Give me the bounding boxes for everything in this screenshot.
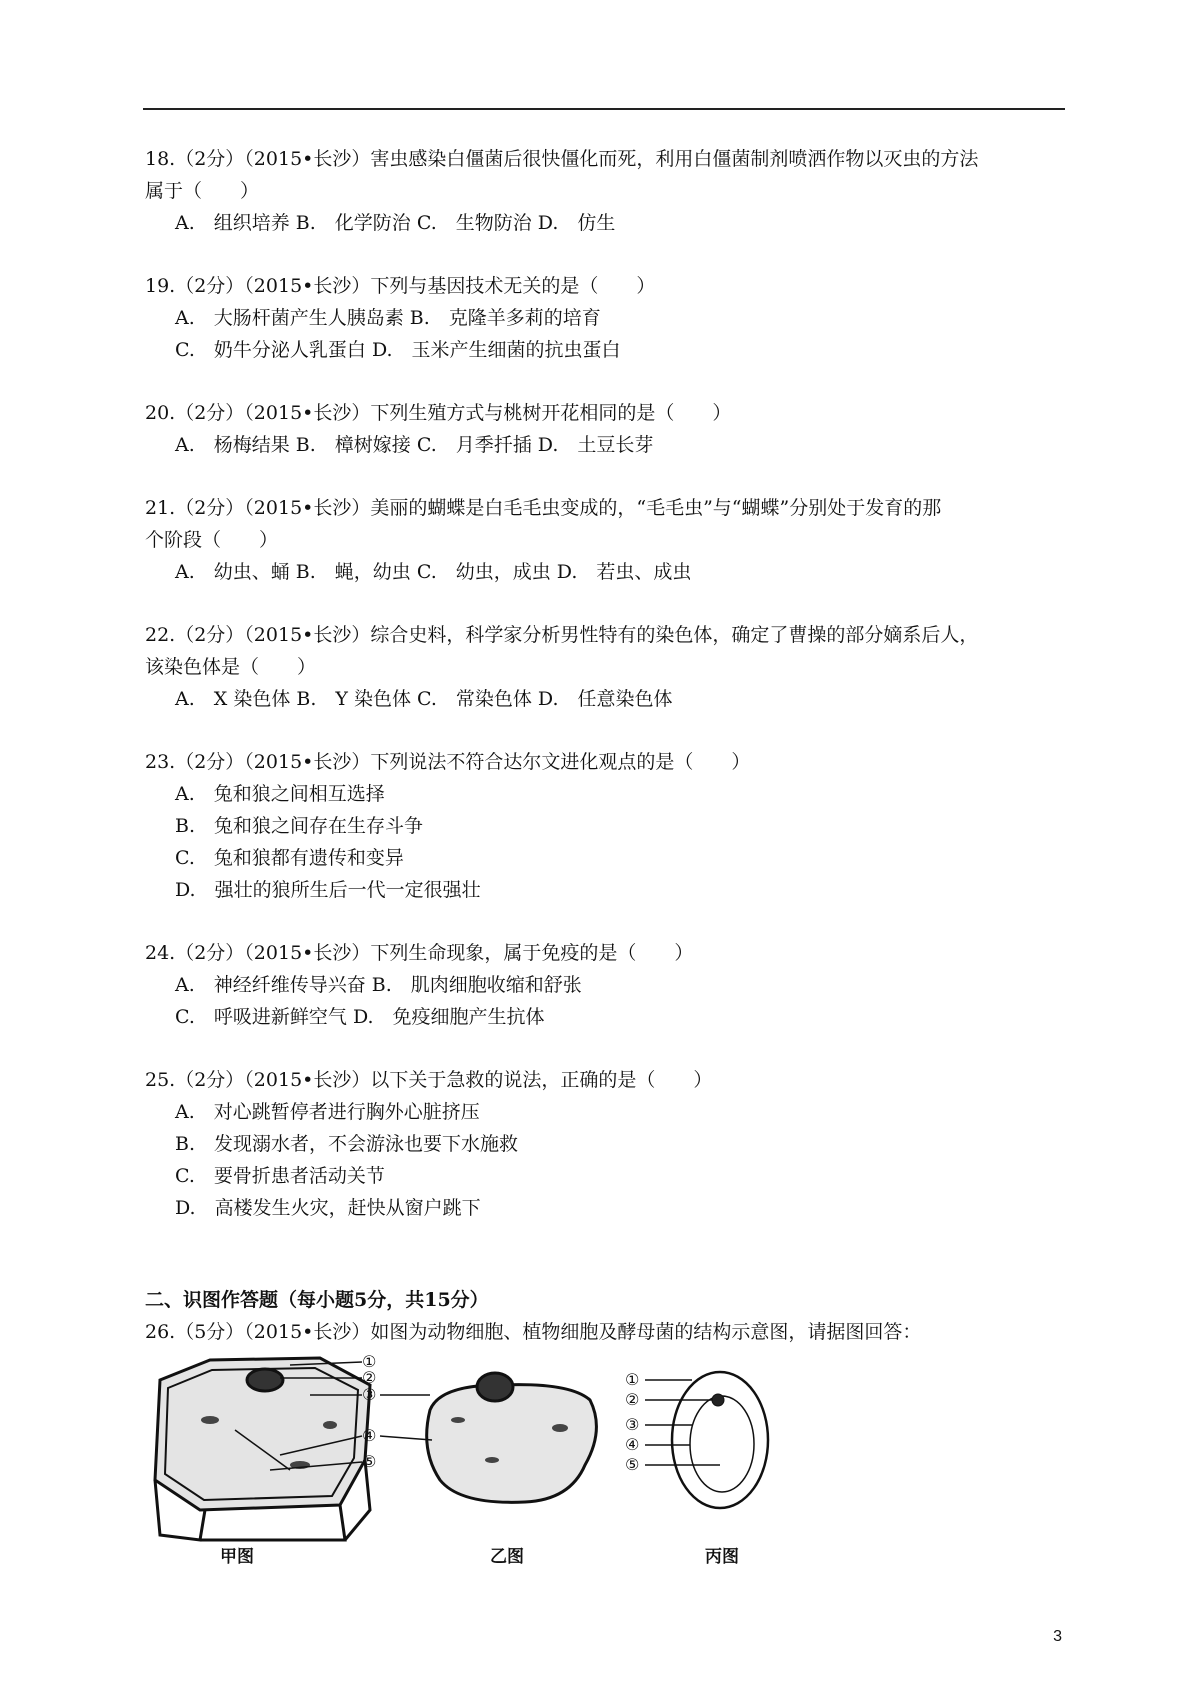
- question-23-option-b: B. 兔和狼之间存在生存斗争: [175, 815, 424, 837]
- question-25-option-b: B. 发现溺水者，不会游泳也要下水施救: [175, 1133, 519, 1155]
- plant-cell-diagram: [155, 1358, 370, 1540]
- jia-label-3: ③: [362, 1385, 377, 1404]
- jia-label-2: ②: [362, 1368, 377, 1387]
- question-24: 24.（2分）（2015•长沙）下列生命现象，属于免疫的是（ ）: [145, 942, 694, 964]
- question-25-option-a: A. 对心跳暂停者进行胸外心脏挤压: [175, 1101, 480, 1123]
- bing-label-2: ②: [625, 1390, 640, 1409]
- question-19-options-ab: A. 大肠杆菌产生人胰岛素 B. 克隆羊多莉的培育: [175, 307, 601, 329]
- question-25: 25.（2分）（2015•长沙）以下关于急救的说法，正确的是（ ）: [145, 1069, 713, 1091]
- jia-label-5: ⑤: [362, 1452, 377, 1471]
- header-rule: [143, 108, 1065, 110]
- question-26: 26.（5分）（2015•长沙）如图为动物细胞、植物细胞及酵母菌的结构示意图，请据图回答：: [145, 1321, 922, 1343]
- animal-cell-diagram: [427, 1373, 597, 1502]
- yeast-cell-diagram: [672, 1372, 768, 1508]
- question-18: 18.（2分）（2015•长沙）害虫感染白僵菌后很快僵化而死，利用白僵菌制剂喷洒作物以灭虫的方法: [145, 148, 979, 170]
- question-20-options: A. 杨梅结果 B. 樟树嫁接 C. 月季扦插 D. 土豆长芽: [175, 434, 654, 456]
- question-23-option-d: D. 强壮的狼所生后一代一定很强壮: [175, 879, 481, 901]
- question-19-options-cd: C. 奶牛分泌人乳蛋白 D. 玉米产生细菌的抗虫蛋白: [175, 339, 621, 361]
- question-21: 21.（2分）（2015•长沙）美丽的蝴蝶是白毛毛虫变成的，“毛毛虫”与“蝴蝶”分别处于发育的那: [145, 497, 942, 519]
- caption-yi: 乙图: [490, 1547, 524, 1567]
- question-20: 20.（2分）（2015•长沙）下列生殖方式与桃树开花相同的是（ ）: [145, 402, 732, 424]
- bing-label-1: ①: [625, 1370, 640, 1389]
- question-18-cont: 属于（ ）: [145, 180, 260, 202]
- bing-label-3: ③: [625, 1415, 640, 1434]
- cell-structure-figure: [140, 1340, 860, 1570]
- question-18-options: A. 组织培养 B. 化学防治 C. 生物防治 D. 仿生: [175, 212, 616, 234]
- question-23: 23.（2分）（2015•长沙）下列说法不符合达尔文进化观点的是（ ）: [145, 751, 751, 773]
- question-25-option-d: D. 高楼发生火灾，赶快从窗户跳下: [175, 1197, 481, 1219]
- question-21-options: A. 幼虫、蛹 B. 蝇，幼虫 C. 幼虫，成虫 D. 若虫、成虫: [175, 561, 692, 583]
- caption-jia: 甲图: [220, 1547, 254, 1567]
- question-23-option-c: C. 兔和狼都有遗传和变异: [175, 847, 404, 869]
- question-25-option-c: C. 要骨折患者活动关节: [175, 1165, 385, 1187]
- page-number: 3: [1053, 1628, 1062, 1645]
- bing-label-5: ⑤: [625, 1455, 640, 1474]
- section-title: 二、识图作答题（每小题5分，共15分）: [145, 1289, 489, 1311]
- question-21-cont: 个阶段（ ）: [145, 529, 279, 551]
- question-24-options-ab: A. 神经纤维传导兴奋 B. 肌肉细胞收缩和舒张: [175, 974, 582, 996]
- question-23-option-a: A. 兔和狼之间相互选择: [175, 783, 385, 805]
- jia-label-4: ④: [362, 1426, 377, 1445]
- caption-bing: 丙图: [705, 1547, 739, 1567]
- question-19: 19.（2分）（2015•长沙）下列与基因技术无关的是（ ）: [145, 275, 656, 297]
- question-22: 22.（2分）（2015•长沙）综合史料，科学家分析男性特有的染色体，确定了曹操的部分嫡系后人，: [145, 624, 979, 646]
- question-22-options: A. X 染色体 B. Y 染色体 C. 常染色体 D. 任意染色体: [175, 688, 673, 710]
- question-22-cont: 该染色体是（ ）: [145, 656, 317, 678]
- jia-label-1: ①: [362, 1352, 377, 1371]
- question-24-options-cd: C. 呼吸进新鲜空气 D. 免疫细胞产生抗体: [175, 1006, 545, 1028]
- bing-label-4: ④: [625, 1435, 640, 1454]
